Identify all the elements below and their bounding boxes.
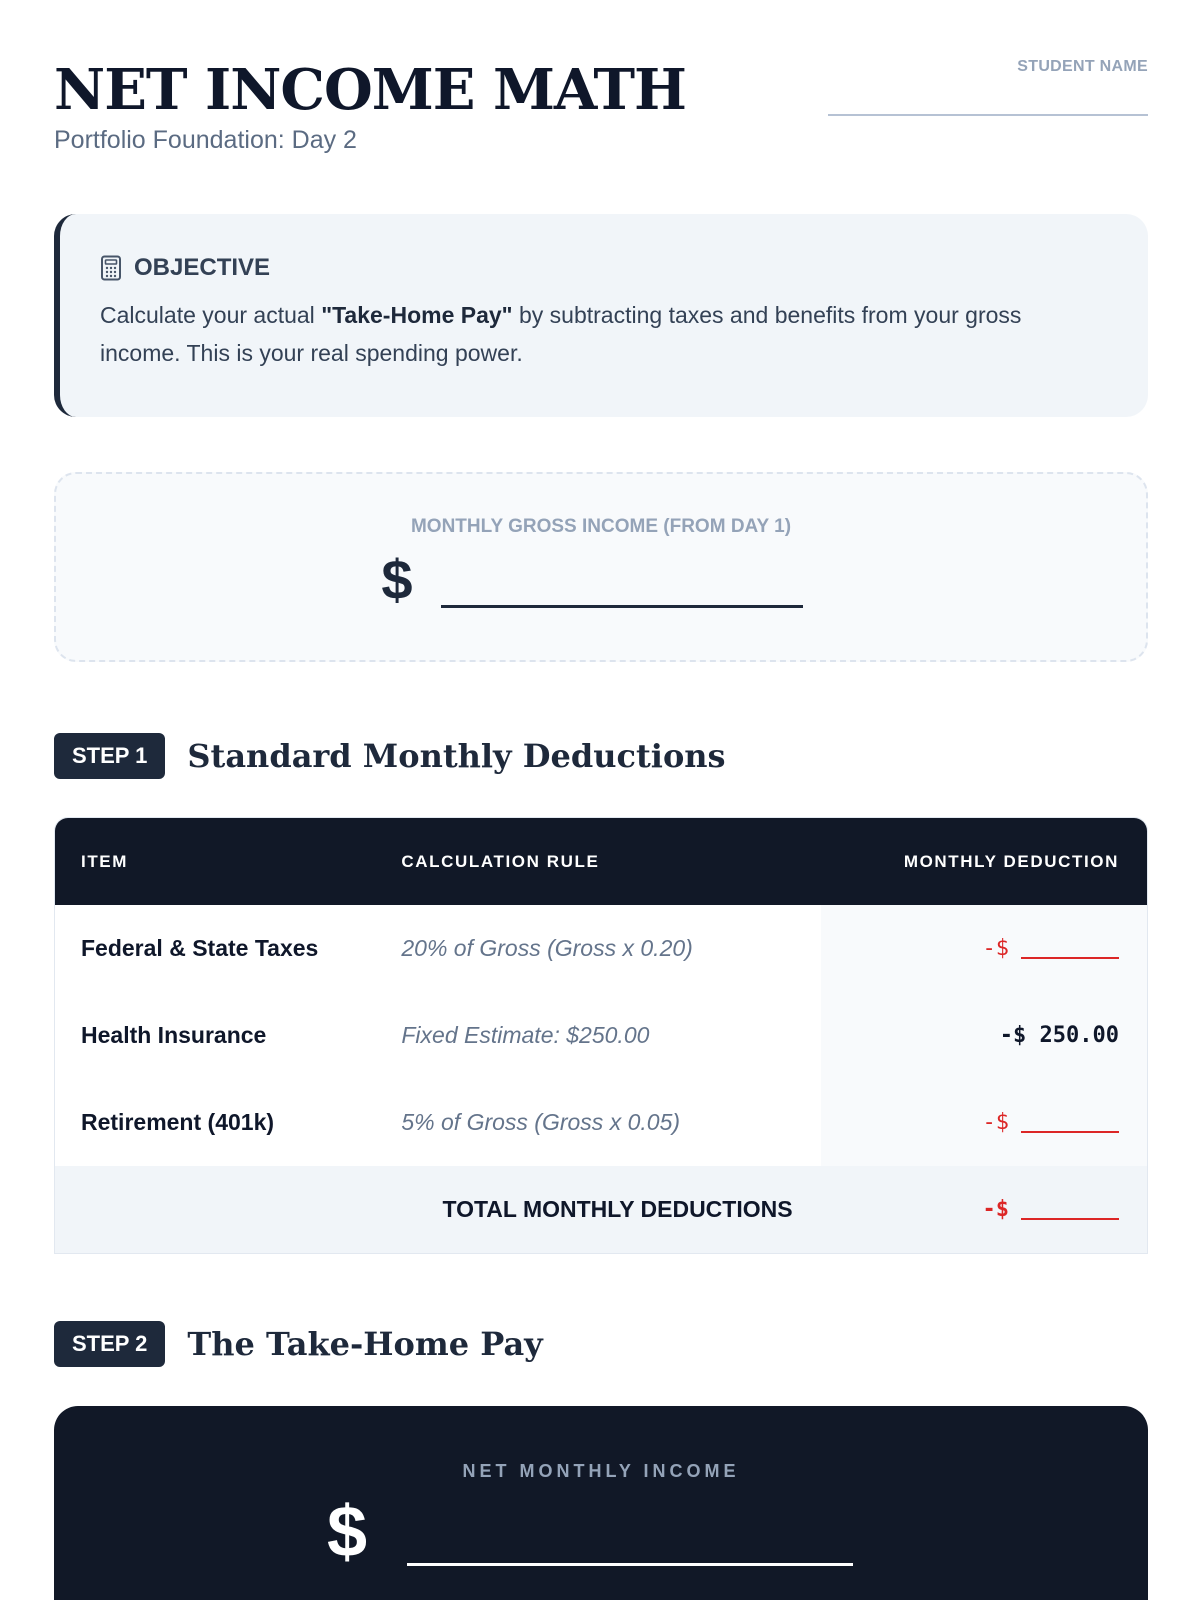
total-blank-field[interactable] bbox=[1021, 1200, 1119, 1220]
table-row bbox=[55, 1079, 1147, 1166]
row-rule: 5% of Gross (Gross x 0.05) bbox=[401, 1109, 681, 1135]
row-item: Retirement (401k) bbox=[81, 1109, 275, 1135]
step-1-heading bbox=[54, 733, 726, 779]
student-name-label: STUDENT NAME bbox=[1017, 58, 1148, 75]
step-1-title: Standard Monthly Deductions bbox=[187, 737, 726, 775]
row-rule: 20% of Gross (Gross x 0.20) bbox=[401, 935, 693, 961]
objective-box bbox=[54, 214, 1148, 417]
row-item: Health Insurance bbox=[81, 1022, 267, 1048]
row-item: Federal & State Taxes bbox=[81, 935, 319, 961]
deduction-prefix: -$ bbox=[982, 936, 1009, 961]
net-income-label: NET MONTHLY INCOME bbox=[462, 1461, 740, 1481]
table-row bbox=[55, 992, 1147, 1079]
net-income-row bbox=[32, 1492, 1148, 1572]
net-dollar-sign: $ bbox=[326, 1492, 368, 1572]
row-deduction bbox=[821, 992, 1147, 1079]
step-2-heading bbox=[54, 1321, 543, 1367]
header-monthly-deduction: MONTHLY DEDUCTION bbox=[903, 851, 1119, 871]
objective-text-bold: "Take-Home Pay" bbox=[321, 302, 513, 328]
step-2-title: The Take-Home Pay bbox=[187, 1325, 543, 1363]
row-deduction bbox=[821, 905, 1147, 992]
step-1-badge: STEP 1 bbox=[54, 733, 165, 779]
step-2-badge: STEP 2 bbox=[54, 1321, 165, 1367]
total-prefix: -$ bbox=[982, 1197, 1009, 1222]
deduction-blank-field[interactable] bbox=[1021, 1113, 1119, 1133]
calculator-icon bbox=[100, 255, 122, 281]
objective-title: OBJECTIVE bbox=[134, 254, 271, 281]
row-deduction bbox=[821, 1079, 1147, 1166]
page-subtitle: Portfolio Foundation: Day 2 bbox=[54, 126, 357, 154]
student-name-block bbox=[828, 58, 1148, 116]
deduction-value: -$ 250.00 bbox=[999, 1023, 1119, 1048]
gross-income-field[interactable] bbox=[441, 564, 803, 608]
page-title: NET INCOME MATH bbox=[54, 57, 686, 123]
total-label: TOTAL MONTHLY DEDUCTIONS bbox=[442, 1196, 793, 1222]
net-income-field[interactable] bbox=[407, 1526, 853, 1566]
deduction-blank-field[interactable] bbox=[1021, 939, 1119, 959]
gross-income-box bbox=[54, 472, 1148, 662]
row-rule: Fixed Estimate: $250.00 bbox=[401, 1022, 650, 1048]
table-header bbox=[55, 818, 1147, 905]
student-name-field[interactable] bbox=[828, 76, 1148, 116]
net-income-box bbox=[54, 1406, 1148, 1600]
objective-header bbox=[100, 254, 1108, 282]
objective-text-after: by subtracting taxes and benefits from your gross income. This is your real spending power. bbox=[100, 302, 1022, 366]
deduction-prefix: -$ bbox=[982, 1110, 1009, 1135]
objective-text-before: Calculate your actual bbox=[100, 302, 322, 328]
gross-income-label: MONTHLY GROSS INCOME (FROM DAY 1) bbox=[410, 516, 792, 537]
gross-income-row bbox=[38, 548, 1146, 611]
page-header bbox=[54, 58, 1148, 158]
header-calculation-rule: CALCULATION RULE bbox=[401, 851, 600, 871]
table-row bbox=[55, 905, 1147, 992]
objective-text bbox=[100, 296, 1108, 372]
deductions-table bbox=[54, 817, 1148, 1254]
header-item: ITEM bbox=[81, 851, 129, 871]
gross-dollar-sign: $ bbox=[381, 548, 413, 611]
total-deduction bbox=[821, 1197, 1147, 1222]
total-row bbox=[55, 1166, 1147, 1253]
